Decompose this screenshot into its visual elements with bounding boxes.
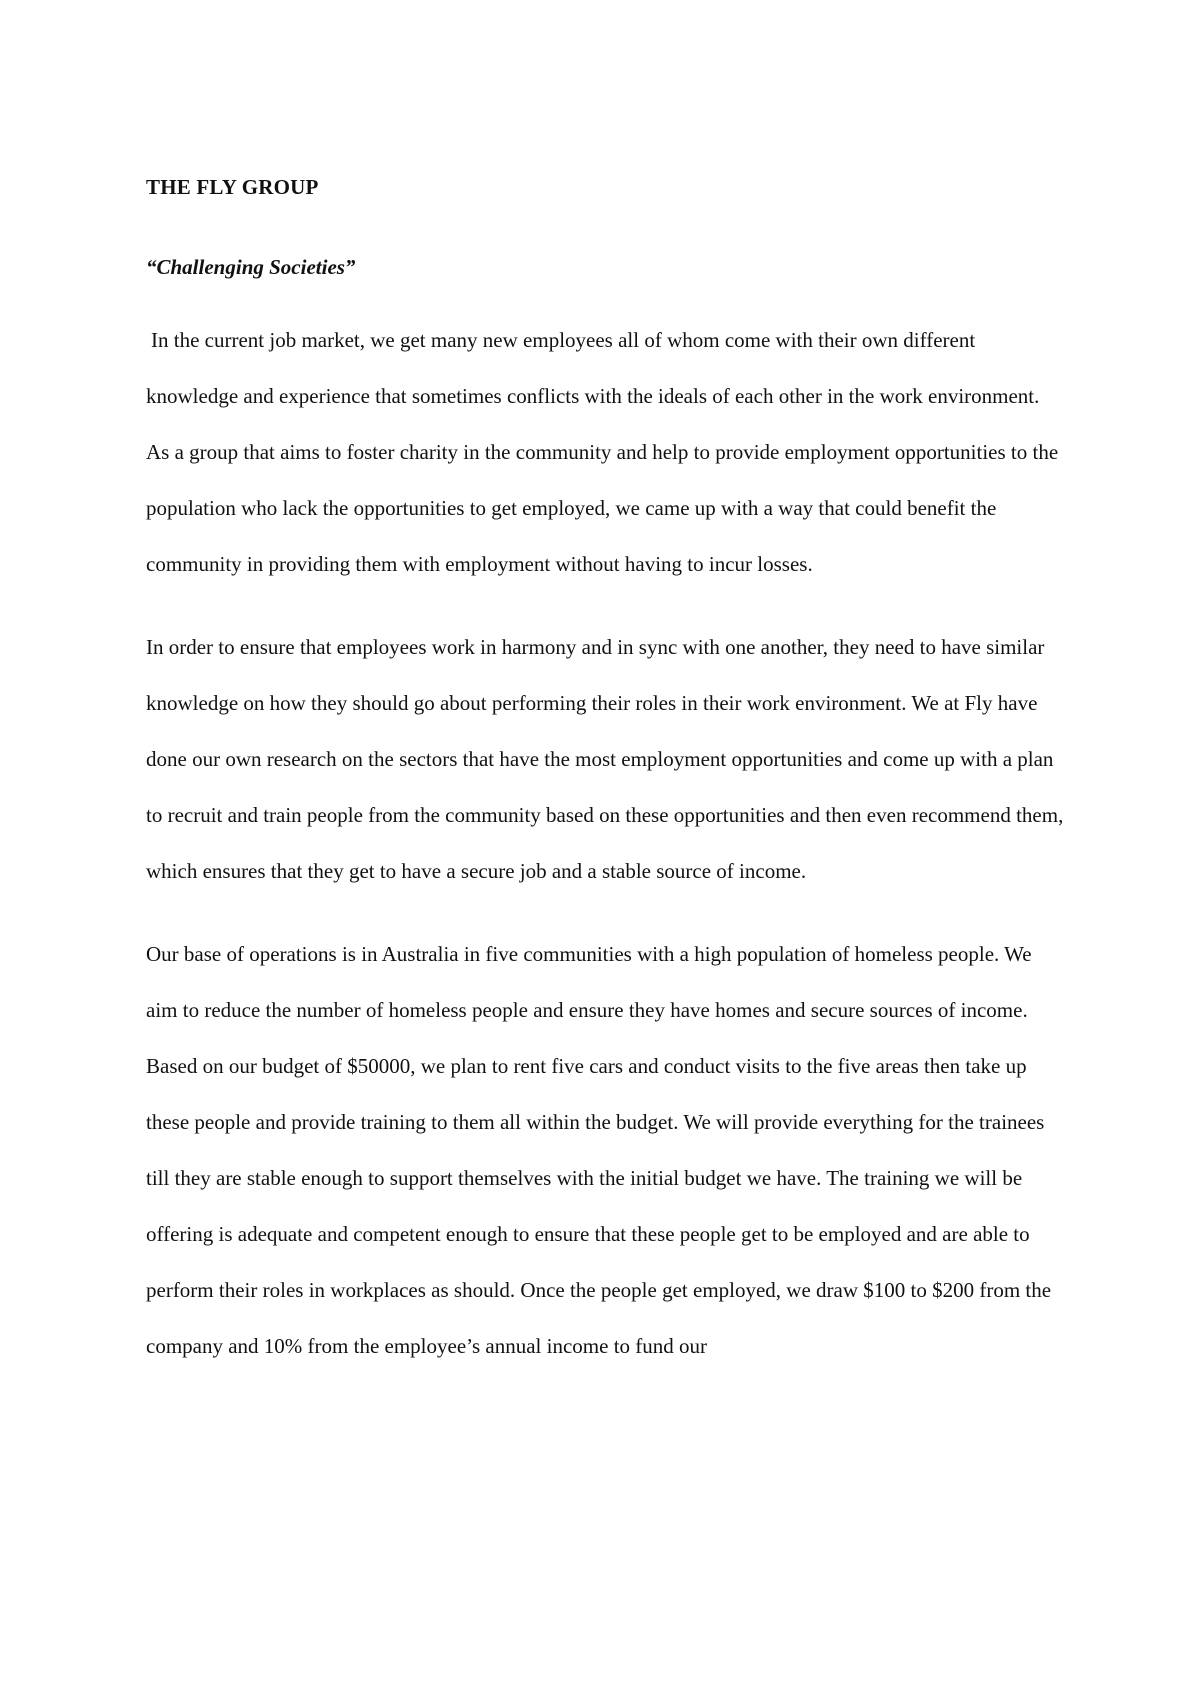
- paragraph-2: In order to ensure that employees work in harmony and in sync with one another, they need to have similar knowledge on how they should go about performing their roles in their work environment. We at Fly have done our own research on the sectors that have the most employment opportunities and come up with a plan to recruit and train people from the community based on these opportunities and then even recommend them, which ensures that they get to have a secure job and a stable source of income.: [146, 635, 1064, 883]
- document-subtitle: “Challenging Societies”: [146, 255, 356, 279]
- paragraph-3: Our base of operations is in Australia in five communities with a high population of homeless people. We aim to reduce the number of homeless people and ensure they have homes and secure sources of income. Based on our budget of $50000, we plan to rent five cars and conduct visits to the five areas then take up these people and provide training to them all within the budget. We will provide everything for the trainees till they are stable enough to support themselves with the initial budget we have. The training we will be offering is adequate and competent enough to ensure that these people get to be employed and are able to perform their roles in workplaces as should. Once the people get employed, we draw $100 to $200 from the company and 10% from the employee’s annual income to fund our: [146, 942, 1052, 1358]
- paragraph-1: In the current job market, we get many new employees all of whom come with their own different knowledge and experience that sometimes conflicts with the ideals of each other in the work environment. As a group that aims to foster charity in the community and help to provide employment opportunities to the population who lack the opportunities to get employed, we came up with a way that could benefit the community in providing them with employment without having to incur losses.: [146, 328, 1059, 576]
- document-title: THE FLY GROUP: [146, 175, 319, 199]
- document-body: [146, 170, 1066, 1374]
